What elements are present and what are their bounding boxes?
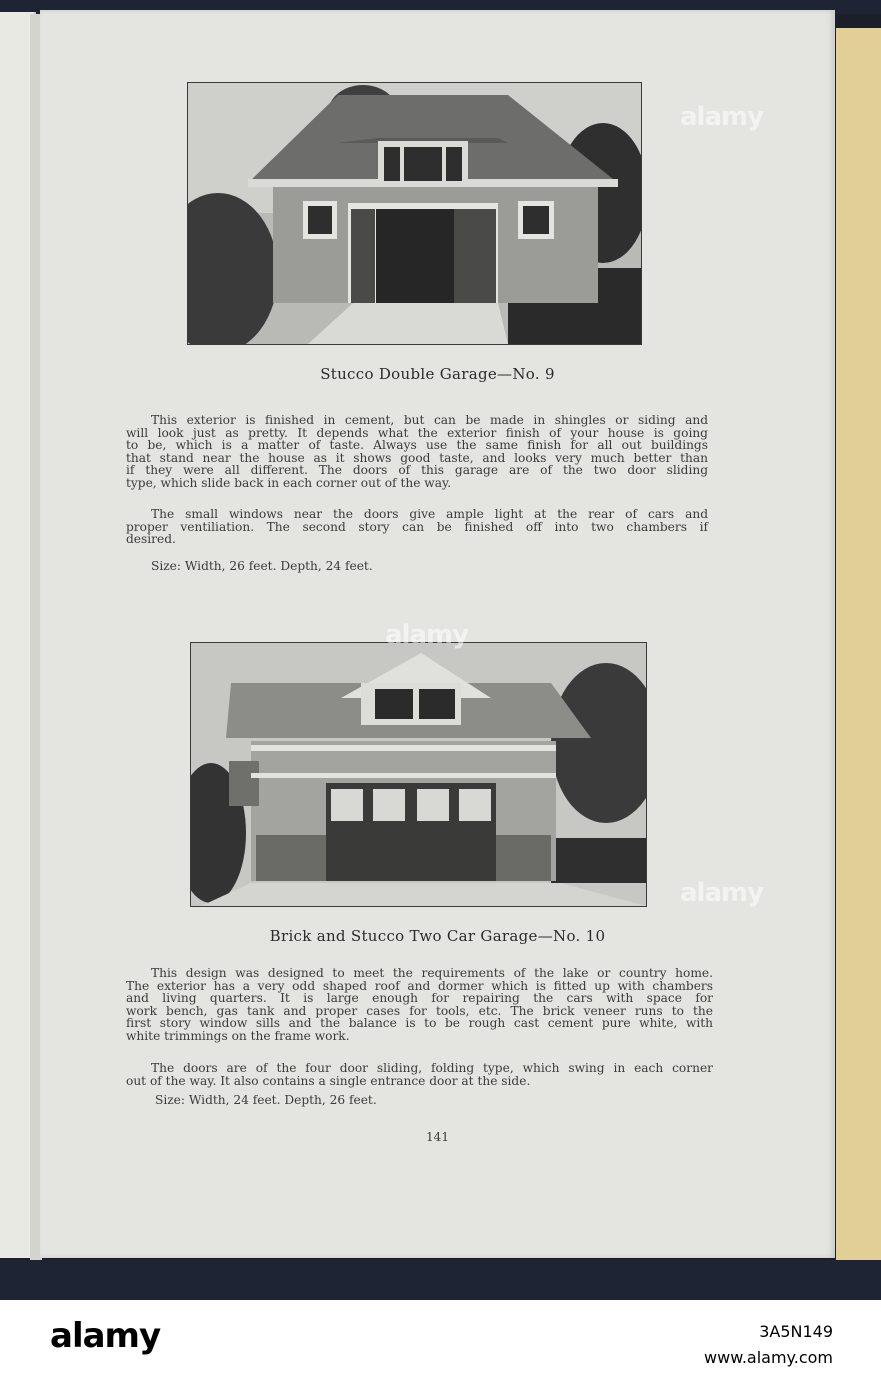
binding-bottom bbox=[0, 1260, 881, 1300]
text-line: This exterior is finished in cement, but can be made in shingles or siding and bbox=[151, 413, 708, 427]
garage-no-10-photo bbox=[190, 642, 647, 907]
watermark-logo: alamy bbox=[385, 620, 469, 650]
garage-no-9-description bbox=[126, 414, 708, 490]
text-line: first story window sills and the balance is to be rough cast cement pure white, with bbox=[126, 1016, 713, 1031]
text-line: if they were all different. The doors of this garage are of the two door sliding bbox=[126, 463, 708, 478]
text-line: type, which slide back in each corner out of the way. bbox=[126, 475, 452, 490]
garage-no-10-description bbox=[126, 967, 713, 1043]
image-id: 3A5N149 bbox=[759, 1322, 833, 1341]
watermark-footer bbox=[0, 1300, 881, 1390]
garage-no-9-size: Size: Width, 26 feet. Depth, 24 feet. bbox=[151, 559, 373, 573]
text-line: The exterior has a very odd shaped roof and dormer which is fitted up with chambers bbox=[126, 978, 713, 993]
text-line: that stand near the house as it shows good taste, and looks very much better than bbox=[126, 450, 708, 465]
garage-no-10-size: Size: Width, 24 feet. Depth, 26 feet. bbox=[155, 1093, 377, 1107]
text-line: will look just as pretty. It depends what the exterior finish of your house is going bbox=[126, 425, 708, 440]
watermark-logo: alamy bbox=[680, 102, 764, 132]
garage-no-9-photo bbox=[187, 82, 642, 345]
text-line: The doors are of the four door sliding, folding type, which swing in each corner bbox=[151, 1061, 713, 1075]
garage-no-9-ventilation bbox=[126, 508, 708, 546]
text-line: proper ventiliation. The second story can be finished off into two chambers if bbox=[126, 519, 708, 534]
text-line: out of the way. It also contains a single entrance door at the side. bbox=[126, 1073, 531, 1088]
text-line: and living quarters. It is large enough for repairing the cars with space for bbox=[126, 991, 713, 1006]
garage-no-9-caption: Stucco Double Garage—No. 9 bbox=[320, 365, 555, 383]
garage-no-10-doors bbox=[126, 1062, 713, 1087]
right-page-edges bbox=[836, 28, 881, 1260]
text-line: to be, which is a matter of taste. Always use the same finish for all out buildings bbox=[126, 438, 708, 453]
text-line: desired. bbox=[126, 532, 176, 547]
page-number: 141 bbox=[426, 1130, 449, 1144]
book-page bbox=[40, 10, 835, 1258]
text-line: This design was designed to meet the requirements of the lake or country home. bbox=[151, 966, 713, 980]
footer-logo: alamy bbox=[50, 1316, 161, 1356]
footer-url: www.alamy.com bbox=[704, 1348, 833, 1367]
garage-no-10-caption: Brick and Stucco Two Car Garage—No. 10 bbox=[269, 927, 606, 945]
text-line: The small windows near the doors give ample light at the rear of cars and bbox=[151, 507, 708, 521]
text-line: white trimmings on the frame work. bbox=[126, 1028, 350, 1043]
watermark-logo: alamy bbox=[680, 878, 764, 908]
text-line: work bench, gas tank and proper cases for tools, etc. The brick veneer runs to the bbox=[126, 1003, 713, 1018]
